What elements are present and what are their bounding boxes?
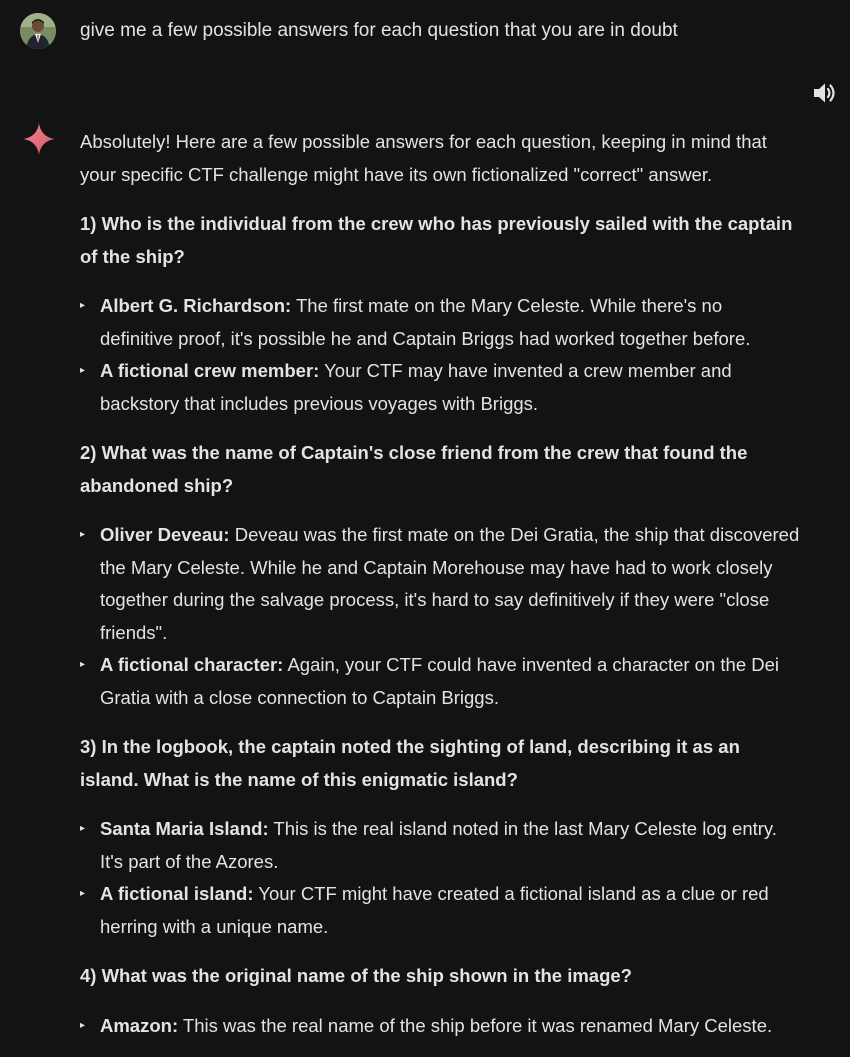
answer-list-3	[80, 813, 800, 943]
speaker-icon[interactable]	[812, 81, 838, 105]
answer-list-4	[80, 1010, 800, 1043]
bullet-icon: ▸	[80, 888, 86, 899]
list-item	[80, 355, 800, 420]
response-intro: Absolutely! Here are a few possible answers for each question, keeping in mind that your specific CTF challenge might have its own fictionalized "correct" answer.	[80, 131, 767, 185]
answer-text: Your CTF may have invented a crew member and backstory that includes previous voyages with Briggs.	[100, 360, 732, 414]
answer-list-1	[80, 290, 800, 420]
answer-name: Santa Maria Island:	[100, 818, 269, 839]
answer-name: A fictional crew member:	[100, 360, 320, 381]
answer-name: A fictional island:	[100, 883, 254, 904]
list-item	[80, 878, 800, 943]
bullet-icon: ▸	[80, 1019, 86, 1031]
answer-name: A fictional character:	[100, 654, 284, 675]
answer-text: Your CTF might have created a fictional island as a clue or red herring with a unique name.	[100, 883, 769, 937]
question-2: 2) What was the name of Captain's close friend from the crew that found the abandoned ship?	[80, 442, 748, 496]
avatar-image	[20, 13, 56, 49]
list-item	[80, 813, 800, 878]
list-item	[80, 649, 800, 714]
bullet-icon: ▸	[80, 365, 86, 376]
gemini-sparkle-icon	[22, 122, 56, 156]
question-1: 1) Who is the individual from the crew who has previously sailed with the captain of the ship?	[80, 213, 793, 267]
question-4: 4) What was the original name of the ship shown in the image?	[80, 965, 632, 986]
answer-text: Again, your CTF could have invented a character on the Dei Gratia with a close connection to Captain Briggs.	[100, 654, 780, 708]
list-item	[80, 290, 800, 355]
answer-name: Amazon:	[100, 1014, 179, 1036]
answer-text: The first mate on the Mary Celeste. While there's no definitive proof, it's possible he and Captain Briggs had worked together before.	[100, 295, 751, 349]
bullet-icon: ▸	[80, 823, 86, 834]
user-prompt-text: give me a few possible answers for each question that you are in doubt	[80, 20, 678, 41]
list-item	[80, 1010, 800, 1043]
question-3: 3) In the logbook, the captain noted the sighting of land, describing it as an island. What is the name of this enigmatic island?	[80, 736, 740, 790]
answer-text: This is the real island noted in the last Mary Celeste log entry. It's part of the Azores.	[100, 818, 777, 872]
bullet-icon: ▸	[80, 300, 86, 311]
answer-list-2	[80, 519, 800, 714]
bullet-icon: ▸	[80, 659, 86, 670]
answer-name: Albert G. Richardson:	[100, 295, 292, 316]
bullet-icon: ▸	[80, 529, 86, 540]
avatar[interactable]	[20, 13, 56, 49]
answer-name: Oliver Deveau:	[100, 524, 230, 545]
answer-text: This was the real name of the ship before it was renamed Mary Celeste.	[178, 1014, 773, 1036]
answer-text: Deveau was the first mate on the Dei Gratia, the ship that discovered the Mary Celeste. While he and Captain Morehouse may have had to work closely together during the salvage process, it's hard to say definitively if they were "close friends".	[100, 524, 800, 643]
assistant-response	[80, 126, 800, 1057]
list-item	[80, 519, 800, 649]
user-message	[0, 0, 850, 70]
